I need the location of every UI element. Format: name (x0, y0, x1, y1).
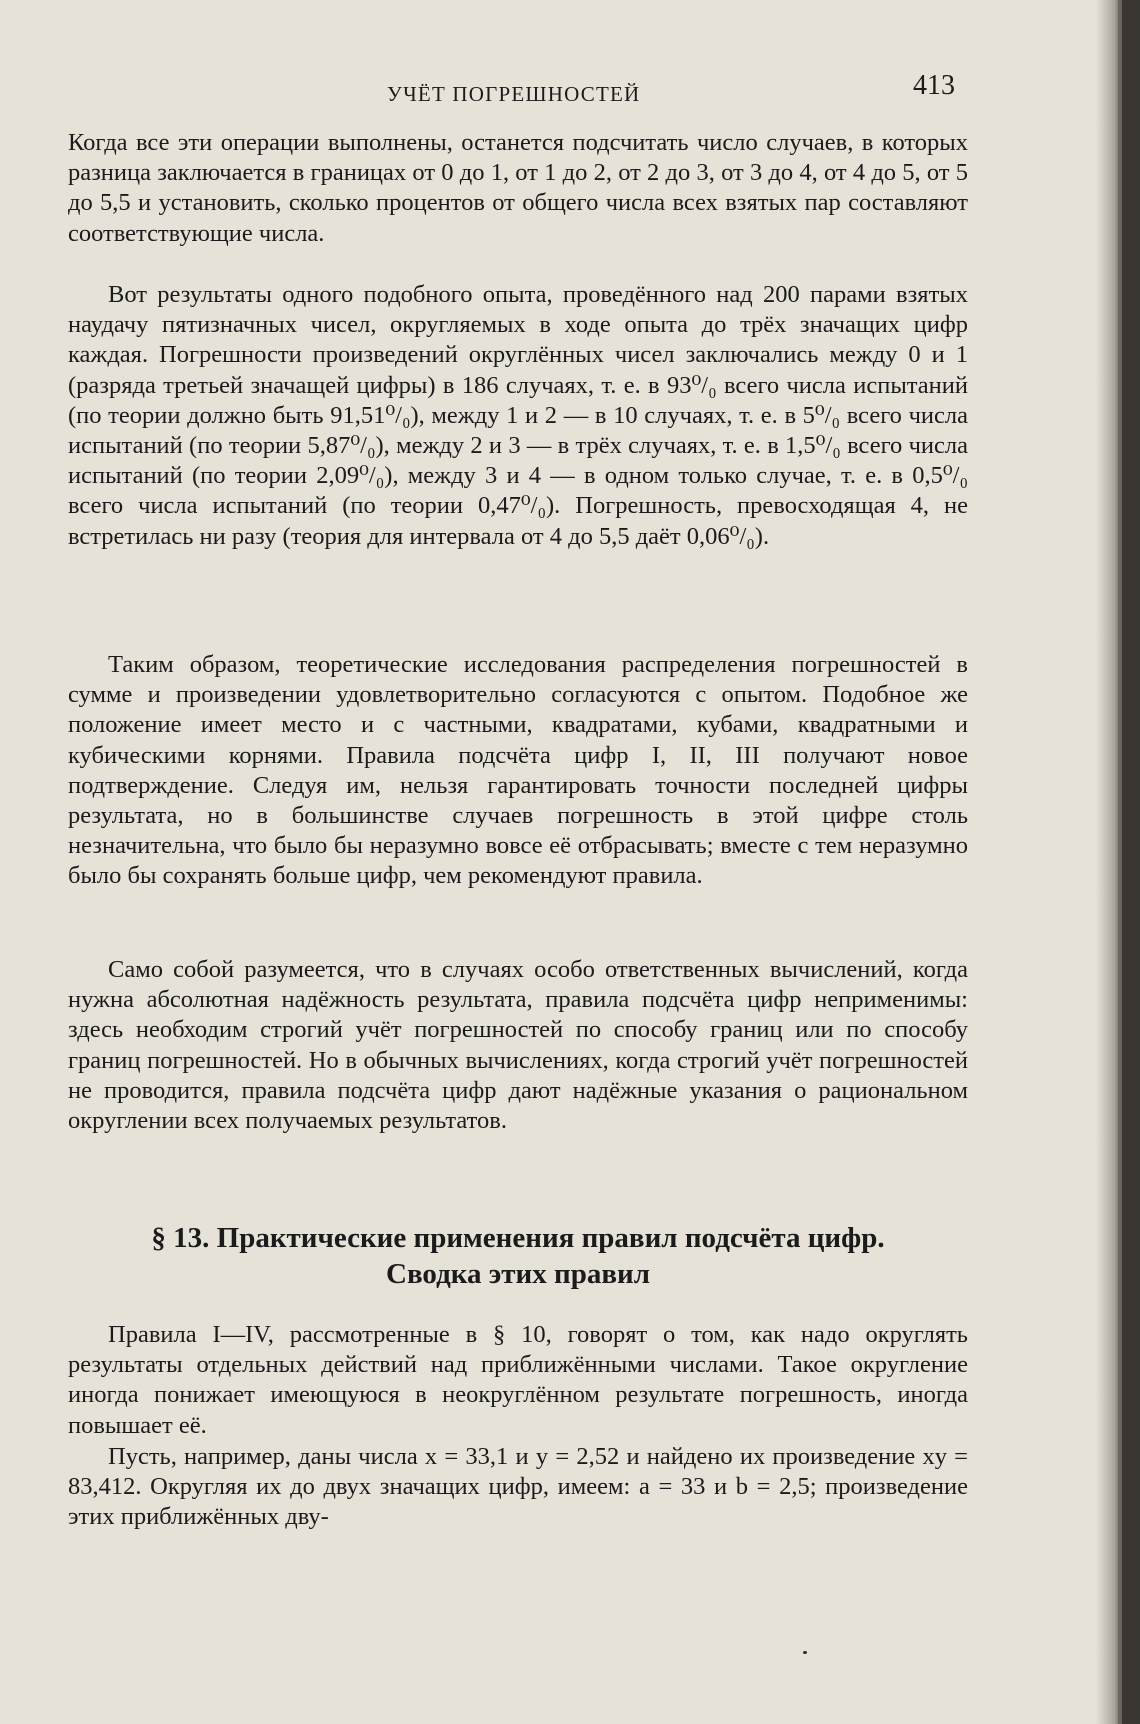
running-head-title: УЧЁТ ПОГРЕШНОСТЕЙ (387, 82, 641, 106)
running-head (0, 70, 1122, 110)
section-heading-line-2: Сводка этих правил (386, 1258, 650, 1290)
paragraph-6: Пусть, например, даны числа x = 33,1 и y = 2,52 и найдено их произведение xy = 83,412. Округляя их до двух значащих цифр, имеем: a = 33 и b = 2,5; произведение этих приближённых дву- (68, 1443, 968, 1531)
paragraph-3: Таким образом, теоретические исследования распределения погрешностей в сумме и произведении удовлетворительно согласуются с опытом. Подобное же положение имеет место и с частными, квадратами, кубами, квадратными и кубическими корнями. Правила подсчёта цифр I, II, III получают новое подтверждение. Следуя им, нельзя гарантировать точности последней цифры результата, но в большинстве случаев погрешность в этой цифре столь незначительна, что было бы неразумно вовсе её отбрасывать; вместе с тем неразумно было бы сохранять больше цифр, чем рекомендуют правила. (68, 651, 968, 890)
gutter-line (1118, 0, 1121, 1724)
paragraph-4: Само собой разумеется, что в случаях особо ответственных вычислений, когда нужна абсолютная надёжность результата, правила подсчёта цифр неприменимы: здесь необходим строгий учёт погрешностей по способу границ или по способу границ погрешностей. Но в обычных вычислениях, когда строгий учёт погрешностей не проводится, правила подсчёта цифр дают надёжные указания о рациональном округлении всех получаемых результатов. (68, 956, 968, 1135)
paragraph-5: Правила I—IV, рассмотренные в § 10, говорят о том, как надо округлять результаты отдельных действий над приближёнными числами. Такое округление иногда понижает имеющуюся в неокруглённом результате погрешность, иногда повышает её. (68, 1321, 968, 1439)
section-heading-line-1: § 13. Практические применения правил подсчёта цифр. (151, 1222, 885, 1254)
paragraph-1: Когда все эти операции выполнены, останется подсчитать число случаев, в которых разница заключается в границах от 0 до 1, от 1 до 2, от 2 до 3, от 3 до 4, от 4 до 5, от 5 до 5,5 и установить, сколько процентов от общего числа всех взятых пар составляют соответствующие числа. (68, 129, 968, 247)
paragraph-2: Вот результаты одного подобного опыта, проведённого над 200 парами взятых наудачу пятизначных чисел, округляемых в ходе опыта до трёх значащих цифр каждая. Погрешности произведений округлённых чисел заключались между 0 и 1 (разряда третьей значащей цифры) в 186 случаях, т. е. в 93⁰/₀ всего числа испытаний (по теории должно быть 91,51⁰/₀), между 1 и 2 — в 10 случаях, т. е. в 5⁰/₀ всего числа испытаний (по теории 5,87⁰/₀), между 2 и 3 — в трёх случаях, т. е. в 1,5⁰/₀ всего числа испытаний (по теории 2,09⁰/₀), между 3 и 4 — в одном только случае, т. е. в 0,5⁰/₀ всего числа испытаний (по теории 0,47⁰/₀). Погрешность, превосходящая 4, не встретилась ни разу (теория для интервала от 4 до 5,5 даёт 0,06⁰/₀). (68, 281, 968, 550)
page-number: 413 (913, 70, 955, 101)
scan-speck (803, 1651, 807, 1654)
